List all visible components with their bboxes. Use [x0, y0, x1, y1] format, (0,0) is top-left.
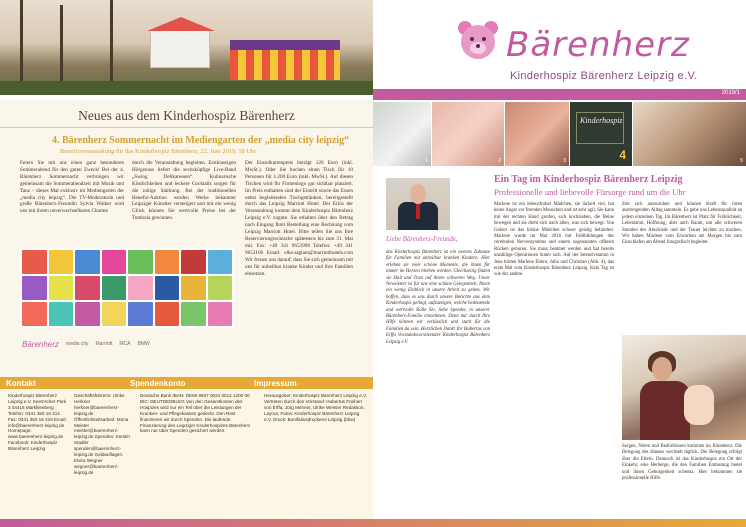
- account-header: Spendenkonto: [130, 379, 186, 388]
- sponsor-logo-baerenherz: Bärenherz: [22, 339, 59, 349]
- chalkboard-text: Kinderhospiz: [580, 116, 623, 125]
- artwork: [75, 276, 100, 300]
- story-title: Ein Tag im Kinderhospiz Bärenherz Leipzig: [494, 174, 683, 185]
- photo-number: 5: [740, 158, 743, 164]
- artwork: [181, 302, 206, 326]
- artwork: [75, 250, 100, 274]
- artwork: [128, 276, 153, 300]
- artwork: [102, 250, 127, 274]
- news-title: Neues aus dem Kinderhospiz Bärenherz: [0, 108, 373, 128]
- story-column-1: Marlene ist ein lebensfroher Mädchen, sie lächelt viel, hat keine Angst vor fremden Menschen und ist sehr agil. Sie kann mit der rechten Hand greifen, sich hochziehen, die Beine bewegen und sie dreht sich nach allen, was sich bewegt. Von Geburt ist das kleine Mädchen schwer geistig behindert. Marlene wurde im Mai 2016 mit Fehlbildungen des cerebralen Nervensystems und einem sogenannten offenen Rücken geboren. Sie muss beatmet werden und hat bereits unzählige Operationen hinter sich. Auf der Intensivstation in Jena hörten Marlene Eltern, Julia und Christian (Abb. 4), das erste Mal vom Kinderhospiz Bärenherz Leipzig. Kein Tag ist wie der andere.: [494, 202, 614, 278]
- contact-header-bar: [0, 377, 373, 389]
- letter-salutation: Liebe Bärenherz-Freunde,: [386, 236, 458, 243]
- artwork: [75, 302, 100, 326]
- header-bar: [373, 89, 746, 100]
- photo-number: 2: [498, 158, 501, 164]
- photo-4: [570, 102, 632, 166]
- article-column-1: Feiern Sie mit uns einen ganz besonderen Sommerabend für den guten Zweck! Bei der 4. Bärenherz Sommernacht verbringen wir gemeinsam die Sommerabendzeit mit Musik und Tanz – dieses Mal exklusiv im Mediengarten der „media city leipzig“. Die TV-Moderatorin und große Bärenherz-Freundin Sylvia Walker wird uns mit ihrem unverwechselbaren Charme: [20, 160, 124, 215]
- artwork: [22, 276, 47, 300]
- photo-number: 4: [619, 148, 626, 162]
- child: [684, 385, 714, 425]
- story-column-2: Zeit sich auszuruhen und können Kraft für ihren anstrengenden Alltag sammeln. Es gebe uns Lebensqualität an jedem einzelnen Tag. Im Bärenherz ist Platz für Fröhlichkeit, Lebensmut, Hoffnung, aber auch Raum, um alle schweren Stunden des Abschieds und der Trauer leichter zu machen. Wir haben Marlene vom Erwachen am Morgen bis zum Einschlafen am Abend fotografisch begleitet.: [622, 202, 742, 246]
- artwork: [128, 250, 153, 274]
- artwork: [49, 276, 74, 300]
- story-subtitle: Professionelle und liebevolle Fürsorge rund um die Uhr: [494, 187, 686, 197]
- artwork: [22, 250, 47, 274]
- photo-number: 1: [425, 158, 428, 164]
- mother-body: [640, 381, 690, 440]
- artwork: [208, 250, 233, 274]
- article-subtitle: Benefizveranstaltung für das Kinderhospiz Bärenherz, 22. Juni 2019, 18 Uhr: [60, 148, 257, 155]
- sponsor-logo: BMW: [137, 341, 150, 347]
- letter-body: das Kinderhospiz Bärenherz ist ein zweites Zuhause für Familien mit unheilbar kranken Kindern. Hier erleben sie viele schöne Momente, die ihnen für immer im Herzen bleiben werden. Gleichzeitig finden sie Halt und Trost auf ihrem schweren Weg. Unser Newsletter ist für uns eine schöne Gelegenheit, Ihnen ein wenig Einblick in unsere Arbeit zu geben. Wir hoffen, dass es uns durch unsere Berichte aus dem Kinderhospiz gelingt, aufzuzeigen, welche bedeutende und wertvolle Rolle Sie, liebe Spender, in unserer Bärenherz-Familie einnehmen. Denn nur durch Ihre Hilfe können wir verlässlich und stark für die Familien da sein. Herzlichen Dank! Ihr Hubertus von Erffa Vorstandsvorsitzender Kinderhospiz Bärenherz Leipzig e.V.: [386, 250, 490, 345]
- photo-number: 3: [563, 158, 566, 164]
- artwork: [155, 276, 180, 300]
- artwork: [155, 250, 180, 274]
- artwork: [181, 276, 206, 300]
- photo-5: [633, 102, 746, 166]
- artwork: [49, 250, 74, 274]
- artwork: [49, 302, 74, 326]
- contact-address: Kinderhospiz Bärenherz Leipzig e.V. Kees'scher Park 3 04416 Markkleeberg Telefon: 0341 350 16 314 Fax: 0341 350 16 319 Email: info@baerenherz-leipzig.de Homepage: www.baerenherz-leipzig.de Facebook: Kinderhospiz Bärenherz Leipzig: [8, 393, 67, 452]
- artwork: [102, 276, 127, 300]
- imprint-header: Impressum: [254, 379, 297, 388]
- play-house: [150, 30, 210, 68]
- mother-child-photo: [622, 335, 746, 440]
- chairman-portrait: [386, 178, 450, 230]
- artwork: [208, 302, 233, 326]
- donation-account: Deutsche Bank IBAN: DE66 8607 0024 0012 1200 00 BIC: DEUTDEDBLEG Von den Gesamtkosten des Hospizes wird nur ein Teil über die Leistungen der Kranken- und Pflegekassen gedeckt. Den Rest finanzieren wir durch Spenden. Die laufende Finanzierung des Leipziger Kinderhospizes Bärenherz kann nur über Spenden gesichert werden.: [140, 393, 251, 434]
- article-column-3: Der Einzelkartenpreis beträgt 120 Euro (inkl. MwSt.). Oder Sie buchen einen Tisch für 10 Personen für 1.200 Euro (inkl. MwSt.). Auf diesen Tischen wird Ihr Firmenlogo gut sichtbar platziert. Im Preis enthalten sind der Eintritt sowie das Essen nebst begleitenden Tischgetränken, bereitgestellt durch das Leipzig Marriott Hotel. Der Erlös der Veranstaltung kommt dem Kinderhospiz Bärenherz Leipzig e.V. zugute. Sie erhalten über den Betrag nach Eingang Ihrer Bestellung eine Rechnung vom Leipzig Marriott Hotel. Bitte teilen Sie uns Ihre Reservierungswünsche spätestens bis zum 31. Mai mit. Fax: +49 341 9653998 Telefon: +49 341 9653106 Email: elke.saglam@marriotthotels.com Wir freuen uns darauf, dass Sie sich gemeinsam mit uns für unheilbar kranke Kinder und ihre Familien einsetzen.: [245, 160, 353, 277]
- brand-subtitle: Kinderhospiz Bärenherz Leipzig e.V.: [510, 70, 698, 82]
- photo-3: [505, 102, 569, 166]
- sponsor-logos: [22, 334, 234, 354]
- portrait-head: [410, 184, 426, 204]
- article-title: 4. Bärenherz Sommernacht im Mediengarten der „media city leipzig“: [52, 135, 350, 146]
- sponsor-logo: MCA: [119, 341, 131, 347]
- artwork: [181, 250, 206, 274]
- issue-number: 2019/1: [721, 90, 740, 96]
- story-column-2-continued: Sorgen, Nöten und Bedürfnissen kommen im Bärenherz. Die Belegung des Hauses wechselt täglich. Die Belegung erfolgt über die Eltern. Dennoch ist das Kinderhospiz ein Ort der Einkehr, eine Herberge, die den Familien Entlastung bietet und ihnen Geborgenheit schenkt. Hier bekommen sie professionelle Hilfe.: [622, 444, 742, 482]
- artwork: [208, 276, 233, 300]
- contact-persons: Geschäftsführerin: Ulrike Herkner herkner@baerenherz-leipzig.de Öffentlichkeitsarbeit: Mona Meister meister@baerenherz-leipzig.de Spenden: Kerstin Stadler spenden@baerenherz-leipzig.de Geldauflagen: Elvira Wegner wegner@baerenherz-leipzig.de: [74, 393, 130, 475]
- photo-2: [432, 102, 504, 166]
- hero-photo: [0, 0, 373, 95]
- bear-icon: [455, 18, 501, 64]
- art-collage: [20, 248, 234, 328]
- article-column-2: durch die Veranstaltung begleiten. Erstklassigen Hörgenuss liefert die sechsköpfige Live-Band „Swing Delikatessen“. Kulinarische Köstlichkeiten und leckere Cocktails sorgen für die nötige Stärkung. Bei der traditionellen Benefiz-Auktion werden Werke bekannter Leipziger Künstler versteigert und mit ein wenig Glück können Sie wertvolle Preise bei der Tombola gewinnen.: [132, 160, 236, 222]
- mother-head: [652, 357, 672, 381]
- circus-tent: [230, 50, 340, 80]
- artwork: [155, 302, 180, 326]
- imprint: Herausgeber: Kinderhospiz Bärenherz Leipzig e.V. Vertreten durch den Vorstand: Hubertus Freiherr von Erffa, Jörg Mehner, Ulrike Wesser Redaktion, Layout, Fotos: Kinderhospiz Bärenherz Leipzig e.V. Druck: Bonifatiusdruckerei Leipzig (bbw): [264, 393, 367, 422]
- sponsor-logo: Marriott: [95, 341, 113, 347]
- contact-header: Kontakt: [6, 379, 36, 388]
- brand-name: Bärenherz: [506, 25, 690, 65]
- artwork: [128, 302, 153, 326]
- artwork: [22, 302, 47, 326]
- photo-1: [373, 102, 431, 166]
- sponsor-logo: media city: [65, 341, 89, 347]
- artwork: [102, 302, 127, 326]
- portrait-tie: [416, 203, 420, 219]
- ground: [0, 81, 373, 95]
- footer-strip: [0, 519, 746, 527]
